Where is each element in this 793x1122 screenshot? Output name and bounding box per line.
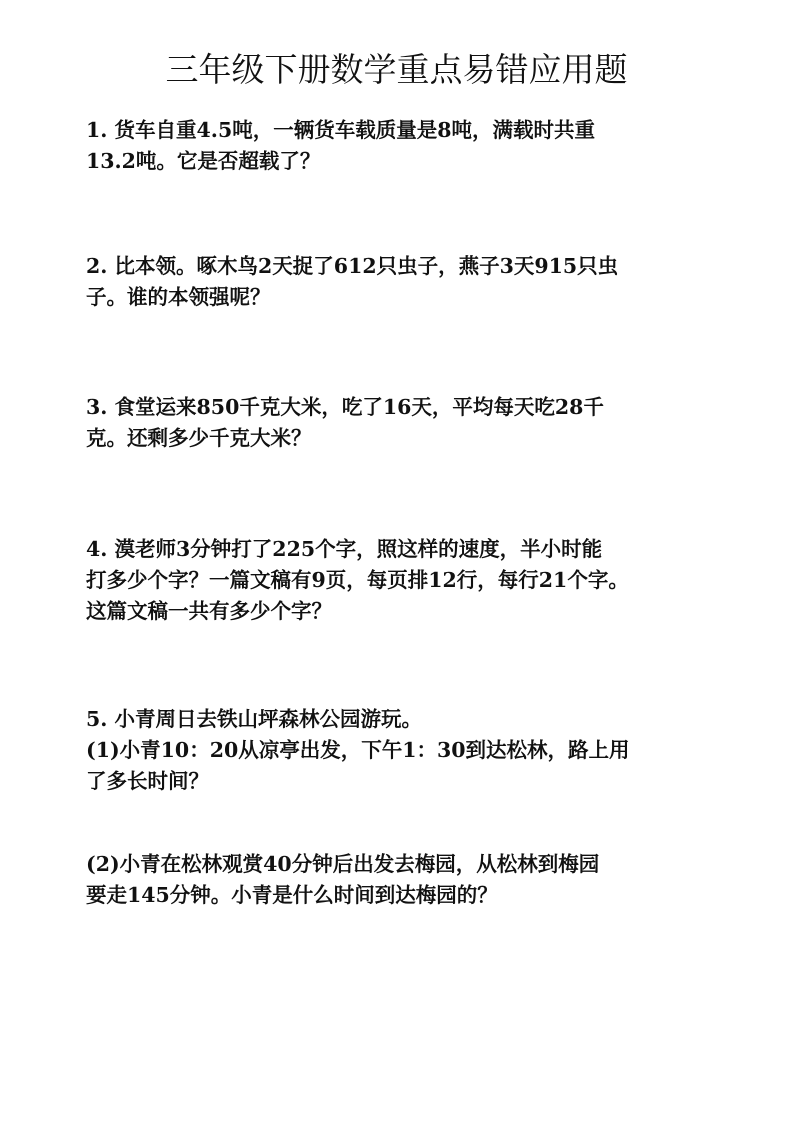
question-1-line-2: 13.2吨。它是否超载了？ (86, 149, 321, 173)
question-5-part-2-line-1: (2)小青在松林观赏40分钟后出发去梅园，从松林到梅园 (86, 852, 600, 876)
question-5-line-1: 5. 小青周日去铁山坪森林公园游玩。 (86, 707, 423, 731)
question-5-part-2 (86, 849, 736, 911)
question-3-line-1: 3. 食堂运来850千克大米，吃了16天，平均每天吃28千 (86, 395, 604, 419)
question-4-line-2: 打多少个字？一篇文稿有9页，每页排12行，每行21个字。 (86, 568, 629, 592)
page-title: 三年级下册数学重点易错应用题 (165, 50, 628, 89)
question-4-line-3: 这篇文稿一共有多少个字？ (86, 599, 332, 623)
question-1-line-1: 1. 货车自重4.5吨，一辆货车载质量是8吨，满载时共重 (86, 118, 595, 142)
question-3 (86, 392, 736, 454)
question-5-line-3: 了多长时间？ (86, 769, 209, 793)
question-4 (86, 534, 736, 627)
question-4-line-1: 4. 漠老师3分钟打了225个字，照这样的速度，半小时能 (86, 537, 603, 561)
question-1 (86, 115, 736, 177)
question-5-line-2: (1)小青10：20从凉亭出发，下午1：30到达松林，路上用 (86, 738, 630, 762)
question-5 (86, 704, 736, 797)
question-3-line-2: 克。还剩多少千克大米？ (86, 426, 312, 450)
question-2-line-2: 子。谁的本领强呢？ (86, 285, 271, 309)
question-2 (86, 251, 736, 313)
question-2-line-1: 2. 比本领。啄木鸟2天捉了612只虫子，燕子3天915只虫 (86, 254, 619, 278)
question-5-part-2-line-2: 要走145分钟。小青是什么时间到达梅园的？ (86, 883, 498, 907)
